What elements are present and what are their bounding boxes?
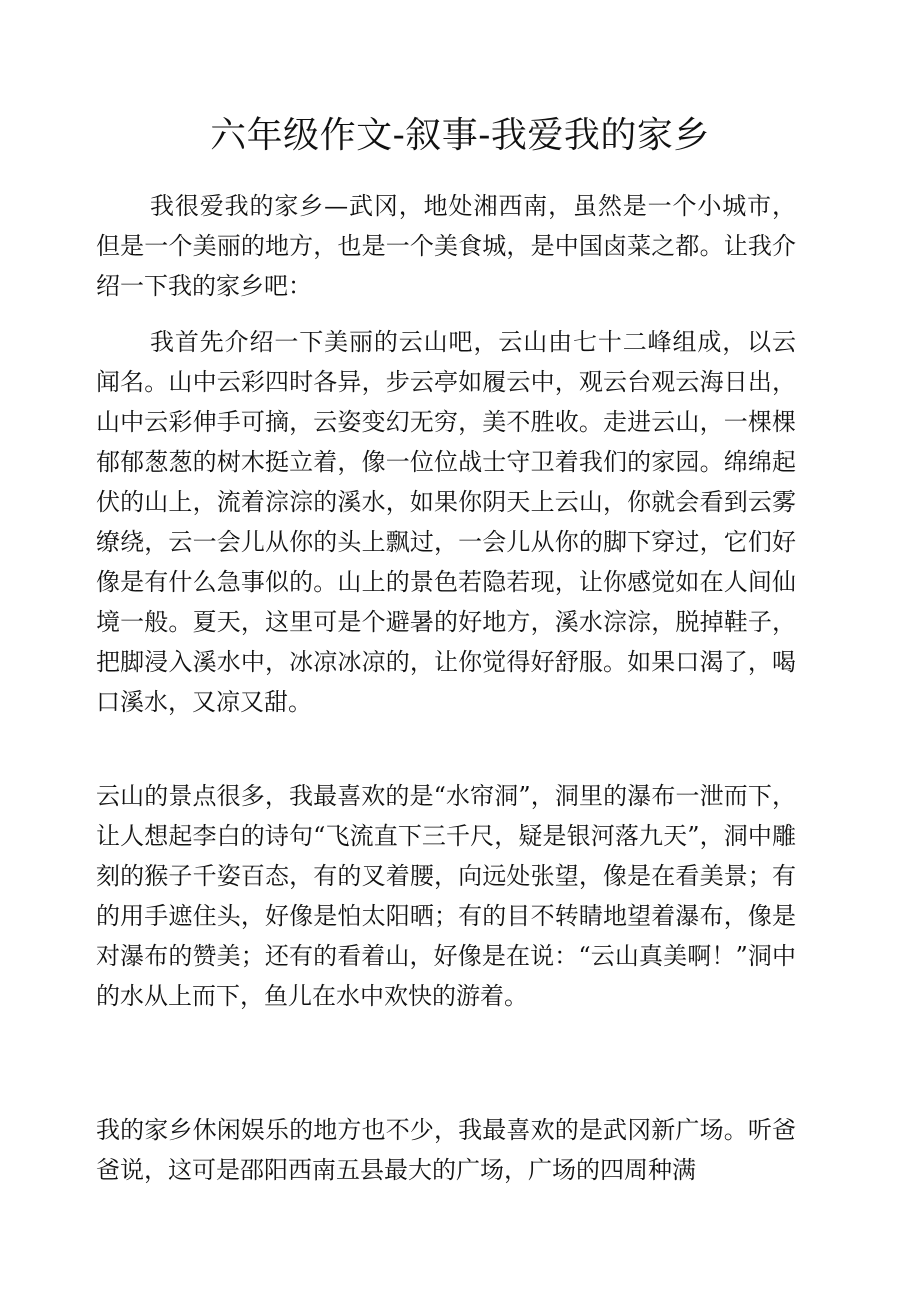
paragraph-yunshan: 我首先介绍一下美丽的云山吧，云山由七十二峰组成，以云闻名。山中云彩四时各异，步云亭如履云中，观云台观云海日出，山中云彩伸手可摘，云姿变幻无穷，美不胜收。走进云山，一棵棵郁郁葱葱的树木挺立着，像一位位战士守卫着我们的家园。绵绵起伏的山上，流着淙淙的溪水，如果你阴天上云山，你就会看到云雾缭绕，云一会儿从你的头上飘过，一会儿从你的脚下穿过，它们好像是有什么急事似的。山上的景色若隐若现，让你感觉如在人间仙境一般。夏天，这里可是个避暑的好地方，溪水淙淙，脱掉鞋子，把脚浸入溪水中，冰凉冰凉的，让你觉得好舒服。如果口渴了，喝口溪水，又凉又甜。 [96, 328, 796, 716]
paragraph-shuiliandong: 云山的景点很多，我最喜欢的是“水帘洞”，洞里的瀑布一泄而下，让人想起李白的诗句“飞流直下三千尺，疑是银河落九天”，洞中雕刻的猴子千姿百态，有的叉着腰，向远处张望，像是在看美景；有的用手遮住头，好像是怕太阳晒；有的目不转睛地望着瀑布，像是对瀑布的赞美；还有的看着山，好像是在说：“云山真美啊！”洞中的水从上而下，鱼儿在水中欢快的游着。 [96, 782, 796, 1010]
document-title: 六年级作文-叙事-我爱我的家乡 [210, 115, 710, 156]
paragraph-guangchang: 我的家乡休闲娱乐的地方也不少，我最喜欢的是武冈新广场。听爸爸说，这可是邵阳西南五县最大的广场，广场的四周种满 [96, 1116, 796, 1184]
paragraph-intro: 我很爱我的家乡—武冈，地处湘西南，虽然是一个小城市，但是一个美丽的地方，也是一个美食城，是中国卤菜之都。让我介绍一下我的家乡吧： [96, 192, 796, 300]
